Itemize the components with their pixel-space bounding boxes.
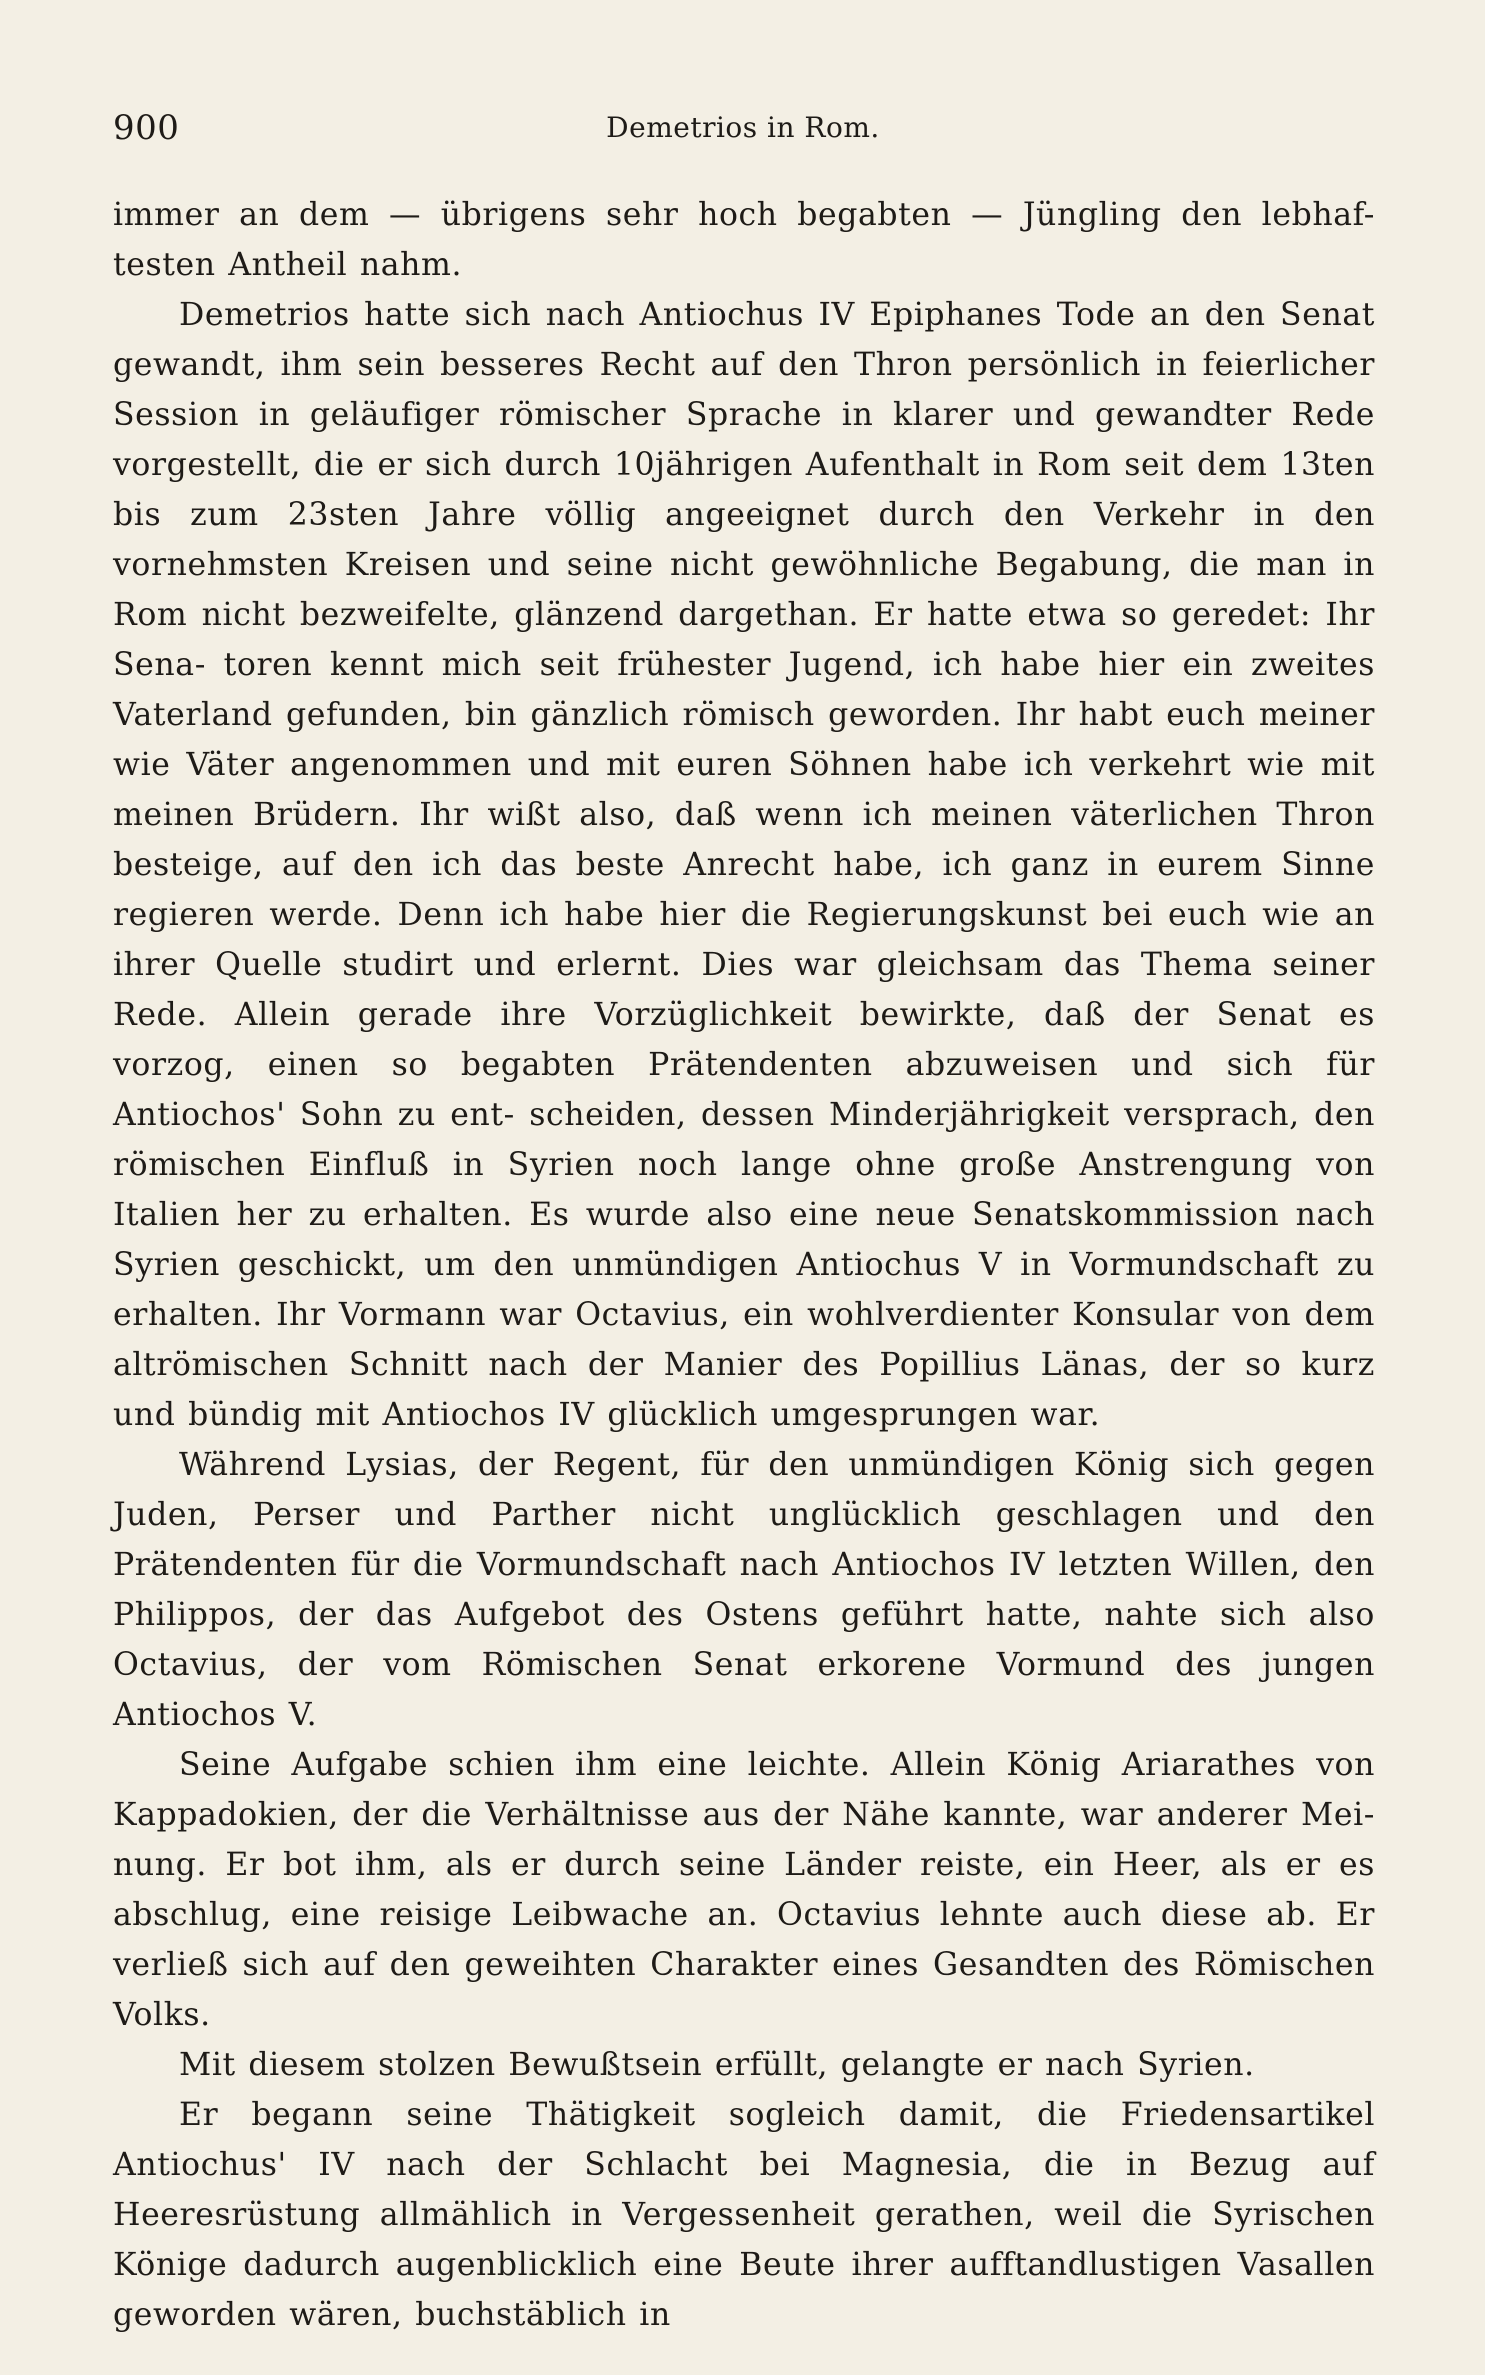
running-head: Demetrios in Rom.	[606, 111, 880, 144]
body-text	[113, 190, 1375, 2340]
page-header	[113, 100, 1373, 160]
paragraph: Mit diesem stolzen Bewußtsein erfüllt, gelangte er nach Syrien.	[179, 2047, 1255, 2083]
page-number: 900	[113, 108, 180, 148]
paragraph: Während Lysias, der Regent, für den unmündigen König sich gegen Juden, Perser und Parther nicht unglücklich geschlagen und den Prätendenten für die Vormundschaft nach Antiochos IV letzten Willen, den Philippos, der das Aufgebot des Ostens geführt hatte, nahte sich also Octavius, der vom Römischen Senat erkorene Vormund des jungen Antiochos V.	[113, 1447, 1375, 1733]
paragraph: Seine Aufgabe schien ihm eine leichte. Allein König Ariarathes von Kappadokien, der die Verhältnisse aus der Nähe kannte, war anderer Mei- nung. Er bot ihm, als er durch seine Länder reiste, ein Heer, als er es abschlug, eine reisige Leibwache an. Octavius lehnte auch diese ab. Er verließ sich auf den geweihten Charakter eines Gesandten des Römischen Volks.	[113, 1747, 1375, 2033]
paragraph-continuation: immer an dem — übrigens sehr hoch begabten — Jüngling den lebhaf- testen Antheil nahm.	[113, 197, 1375, 283]
paragraph: Demetrios hatte sich nach Antiochus IV Epiphanes Tode an den Senat gewandt, ihm sein besseres Recht auf den Thron persönlich in feierlicher Session in geläufiger römischer Sprache in klarer und gewandter Rede vorgestellt, die er sich durch 10jährigen Aufenthalt in Rom seit dem 13ten bis zum 23sten Jahre völlig angeeignet durch den Verkehr in den vornehmsten Kreisen und seine nicht gewöhnliche Begabung, die man in Rom nicht bezweifelte, glänzend dargethan. Er hatte etwa so geredet: Ihr Sena- toren kennt mich seit frühester Jugend, ich habe hier ein zweites Vaterland gefunden, bin gänzlich römisch geworden. Ihr habt euch meiner wie Väter angenommen und mit euren Söhnen habe ich verkehrt wie mit meinen Brüdern. Ihr wißt also, daß wenn ich meinen väterlichen Thron besteige, auf den ich das beste Anrecht habe, ich ganz in eurem Sinne regieren werde. Denn ich habe hier die Regierungskunst bei euch wie an ihrer Quelle studirt und erlernt. Dies war gleichsam das Thema seiner Rede. Allein gerade ihre Vorzüglichkeit bewirkte, daß der Senat es vorzog, einen so begabten Prätendenten abzuweisen und sich für Antiochos' Sohn zu ent- scheiden, dessen Minderjährigkeit versprach, den römischen Einfluß in Syrien noch lange ohne große Anstrengung von Italien her zu erhalten. Es wurde also eine neue Senatskommission nach Syrien geschickt, um den unmündigen Antiochus V in Vormundschaft zu erhalten. Ihr Vormann war Octavius, ein wohlverdienter Konsular von dem altrömischen Schnitt nach der Manier des Popillius Länas, der so kurz und bündig mit Antiochos IV glücklich umgesprungen war.	[113, 297, 1375, 1433]
paragraph: Er begann seine Thätigkeit sogleich damit, die Friedensartikel Antiochus' IV nach der Schlacht bei Magnesia, die in Bezug auf Heeresrüstung allmählich in Vergessenheit gerathen, weil die Syrischen Könige dadurch augenblicklich eine Beute ihrer aufftandlustigen Vasallen geworden wären, buchstäblich in	[113, 2097, 1375, 2333]
